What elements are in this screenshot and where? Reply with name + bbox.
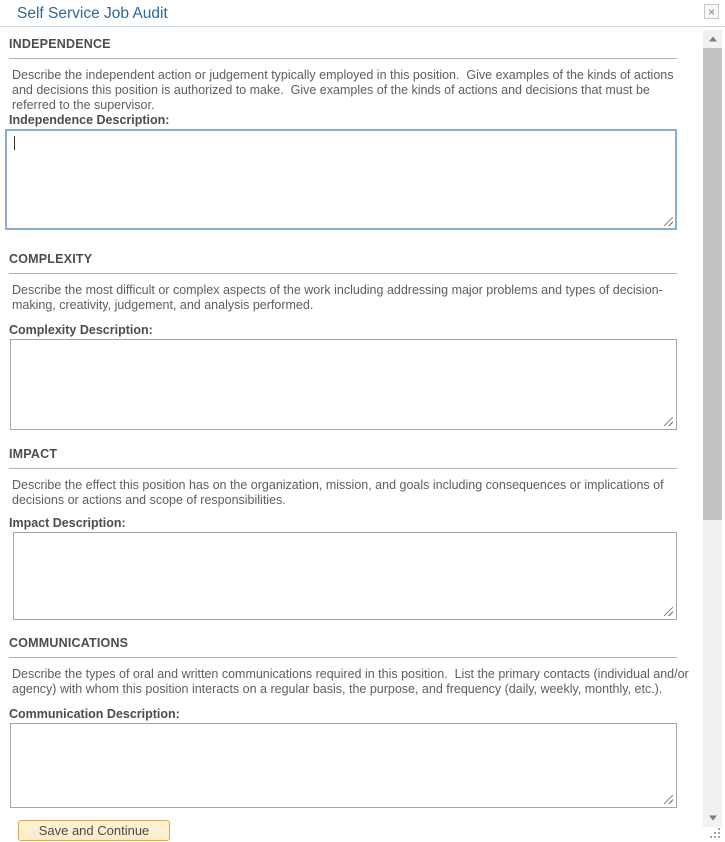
section-heading: IMPACT [9, 447, 58, 461]
up-arrow-icon [709, 36, 717, 41]
complexity-textarea-wrap [10, 339, 677, 430]
page-title: Self Service Job Audit [17, 5, 168, 22]
window-resize-grip-icon [710, 828, 712, 830]
section-divider [9, 657, 677, 658]
save-and-continue-button[interactable]: Save and Continue [18, 820, 170, 841]
section-divider [9, 58, 677, 59]
section-impact [0, 447, 703, 620]
vertical-scrollbar[interactable] [703, 30, 722, 827]
field-label: Impact Description: [9, 516, 126, 530]
section-independence [0, 37, 703, 230]
scrollbar-thumb[interactable] [703, 48, 722, 520]
section-description: Describe the most difficult or complex aspects of the work including addressing major problems and types of decision-making, creativity, judgement, and analysis performed. [12, 283, 663, 312]
form-content [0, 28, 703, 842]
window-resize-grip[interactable] [710, 828, 722, 840]
down-arrow-icon [709, 815, 717, 820]
scroll-up-button[interactable] [703, 30, 722, 47]
section-heading: COMMUNICATIONS [9, 636, 129, 650]
section-divider [9, 273, 677, 274]
close-button[interactable] [704, 4, 719, 19]
scroll-down-button[interactable] [703, 809, 722, 826]
close-icon: × [707, 4, 715, 19]
section-description: Describe the types of oral and written communications required in this position. List the primary contacts (individual and/or agency) with whom this position interacts on a regular basis, the purpose, and frequency (daily, weekly, monthly, etc.). [12, 667, 693, 696]
text-cursor [14, 136, 15, 150]
independence-textarea[interactable] [5, 129, 677, 230]
independence-textarea-wrap [5, 129, 677, 230]
section-description: Describe the independent action or judgement typically employed in this position. Give examples of the kinds of actions and decisions this position is authorized to make. Give examples of the kinds of actions and decisions that must be referred to the supervisor. [12, 68, 677, 112]
section-description: Describe the effect this position has on the organization, mission, and goals including consequences or implications of decisions or actions and scope of responsibilities. [12, 478, 668, 507]
section-divider [9, 468, 677, 469]
section-complexity [0, 252, 703, 430]
section-heading: INDEPENDENCE [9, 37, 111, 51]
impact-textarea-wrap [13, 532, 677, 620]
modal-titlebar [0, 0, 725, 27]
communication-textarea-wrap [10, 723, 677, 808]
section-heading: COMPLEXITY [9, 252, 93, 266]
complexity-textarea[interactable] [10, 339, 677, 430]
communication-textarea[interactable] [10, 723, 677, 808]
impact-textarea[interactable] [13, 532, 677, 620]
field-label: Communication Description: [9, 707, 180, 721]
field-label: Complexity Description: [9, 323, 153, 337]
section-communications [0, 636, 703, 808]
field-label: Independence Description: [9, 113, 170, 127]
